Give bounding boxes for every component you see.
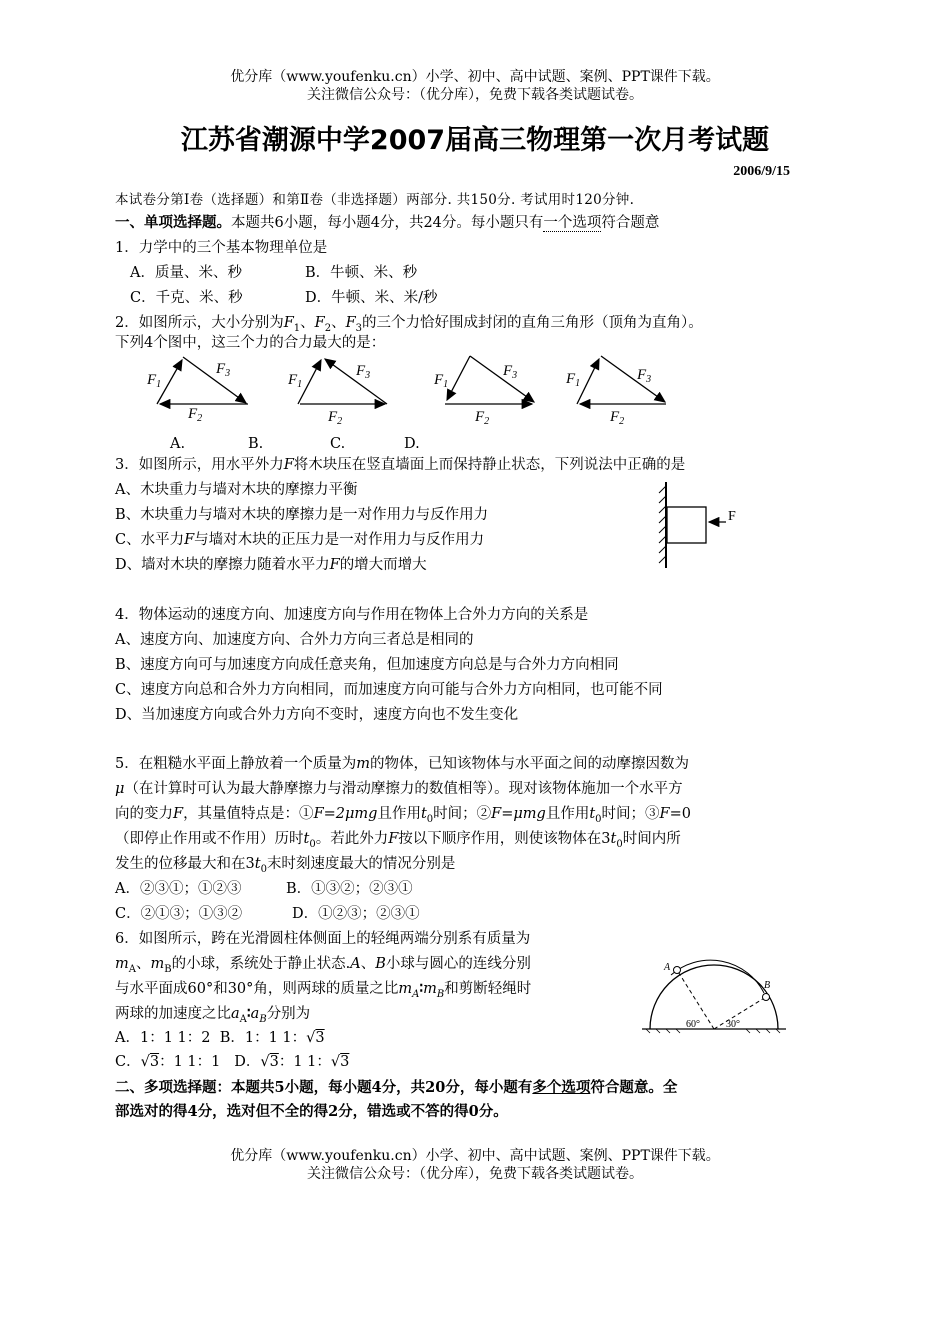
q5-option-a: A．②③①；①②③ [115,881,242,897]
q2-fig-label-b: B. [248,436,264,452]
q3-option-b: B、木块重力与墙对木块的摩擦力是一对作用力与反作用力 [115,507,489,523]
q6-fig-label-b: B [764,980,771,991]
q3-option-c: C、水平力F与墙对木块的正压力是一对作用力与反作用力 [115,532,485,548]
q1-option-d: D．牛顿、米、米/秒 [305,290,438,306]
q5-line-5: 发生的位移最大和在$3t_0$末时刻速度最大的情况分别是 [115,856,456,875]
q6-cylinder-figure [640,955,790,1035]
q2-fig-label-a: A. [170,436,186,452]
q5-line-3: 向的变力F，其量值特点是：①F=2μmg且作用$t_0$时间；②F=μmg且作用$t_0$时间；③F=0 [115,806,691,825]
q1-option-c: C．千克、米、秒 [130,290,243,306]
q6-line-2: $m_A$、$m_B$的小球，系统处于静止状态.A、B小球与圆心的连线分别 [115,956,531,975]
q4-option-a: A、速度方向、加速度方向、合外力方向三者总是相同的 [115,632,474,648]
q5-option-d: D．①②③；②③① [292,906,420,922]
q3-fig-f-label: F [728,509,736,524]
q5-line-4: （即停止作用或不作用）历时$t_0$。若此外力F按以下顺序作用，则使该物体在$3t_0$时间内所 [115,831,681,850]
q5-line-1: 5．在粗糙水平面上静放着一个质量为m的物体，已知该物体与水平面之间的动摩擦因数为 [115,756,689,772]
q2-figure-c [445,356,534,404]
q6-line-4: 两球的加速度之比$a_A∶a_B$分别为 [115,1005,311,1025]
section2-line-2: 部选对的得4分，选对但不全的得2分，错选或不答的得0分。 [115,1103,508,1120]
q2-figure-a [157,357,248,404]
q6-line-1: 6．如图所示，跨在光滑圆柱体侧面上的轻绳两端分别系有质量为 [115,931,531,947]
header-line-1: 优分库（www.youfenku.cn）小学、初中、高中试题、案例、PPT课件下载。 [230,69,720,85]
q3-option-a: A、木块重力与墙对木块的摩擦力平衡 [115,482,358,498]
q6-fig-angle-30: 30° [726,1019,740,1030]
q3-option-d: D、墙对木块的摩擦力随着水平力F的增大而增大 [115,557,427,573]
label-d-f1: $F_1$ [566,371,581,389]
q1-option-b: B．牛顿、米、秒 [305,265,418,281]
q3-stem: 3．如图所示，用水平外力F将木块压在竖直墙面上而保持静止状态，下列说法中正确的是 [115,457,686,473]
label-c-f3: $F_3$ [503,363,518,381]
label-a-f1: $F_1$ [147,372,162,390]
label-d-f2: $F_2$ [610,409,625,427]
label-c-f2: $F_2$ [475,409,490,427]
page-title: 江苏省潮源中学2007届高三物理第一次月考试题 [180,125,770,156]
label-b-f3: $F_3$ [356,363,371,381]
q1-option-a: A．质量、米、秒 [130,265,242,281]
label-b-f2: $F_2$ [328,409,343,427]
intro: 本试卷分第Ⅰ卷（选择题）和第Ⅱ卷（非选择题）两部分. 共150分. 考试用时120分钟. [115,192,635,208]
header-line-2: 关注微信公众号：（优分库），免费下载各类试题试卷。 [307,87,643,103]
q2-figure-b [298,359,387,404]
q4-option-c: C、速度方向总和合外力方向相同，而加速度方向可能与合外力方向相同，也可能不同 [115,682,663,698]
section1-heading: 一、单项选择题。本题共6小题，每小题4分，共24分。每小题只有一个选项符合题意 [115,214,660,231]
q5-option-b: B．①③②；②③① [286,881,413,897]
footer-line-1: 优分库（www.youfenku.cn）小学、初中、高中试题、案例、PPT课件下载。 [230,1148,720,1164]
section2-heading: 二、多项选择题：本题共5小题，每小题4分，共20分，每小题有多个选项符合题意。全 [115,1079,678,1096]
label-a-f2: $F_2$ [188,406,203,424]
q4-option-b: B、速度方向可与加速度方向成任意夹角，但加速度方向总是与合外力方向相同 [115,657,619,673]
q6-fig-angle-60: 60° [686,1019,700,1030]
q2-stem-line2: 下列4个图中，这三个力的合力最大的是： [115,335,386,351]
exam-date: 2006/9/15 [733,164,790,179]
label-b-f1: $F_1$ [288,372,303,390]
q6-line-3: 与水平面成60°和30°角，则两球的质量之比$m_A∶m_B$和剪断轻绳时 [115,980,532,1000]
label-c-f1: $F_1$ [434,372,449,390]
q4-stem: 4．物体运动的速度方向、加速度方向与作用在物体上合外力方向的关系是 [115,607,589,623]
q5-line-2: μ（在计算时可认为最大静摩擦力与滑动摩擦力的数值相等）。现对该物体施加一个水平方 [115,781,683,797]
q2-force-triangles [0,0,950,460]
footer-line-2: 关注微信公众号：（优分库），免费下载各类试题试卷。 [307,1166,643,1182]
label-a-f3: $F_3$ [216,361,231,379]
q6-options-ab: A．1：1 1：2 B．1：1 1：√3 [115,1030,325,1046]
q2-stem: 2．如图所示，大小分别为$F_1$、$F_2$、$F_3$的三个力恰好围成封闭的直角三角形（顶角为直角）。 [115,315,703,334]
q3-wall-block-figure [650,480,750,572]
q1-stem: 1．力学中的三个基本物理单位是 [115,240,328,256]
q2-figure-d [577,356,666,404]
q6-fig-label-a: A [664,962,671,973]
q2-fig-label-c: C. [330,436,346,452]
q2-fig-label-d: D. [404,436,420,452]
q4-option-d: D、当加速度方向或合外力方向不变时，速度方向也不发生变化 [115,707,519,723]
q5-option-c: C．②①③；①③② [115,906,243,922]
q6-options-cd: C．√3：1 1：1 D．√3：1 1：√3 [115,1054,350,1070]
label-d-f3: $F_3$ [637,367,652,385]
